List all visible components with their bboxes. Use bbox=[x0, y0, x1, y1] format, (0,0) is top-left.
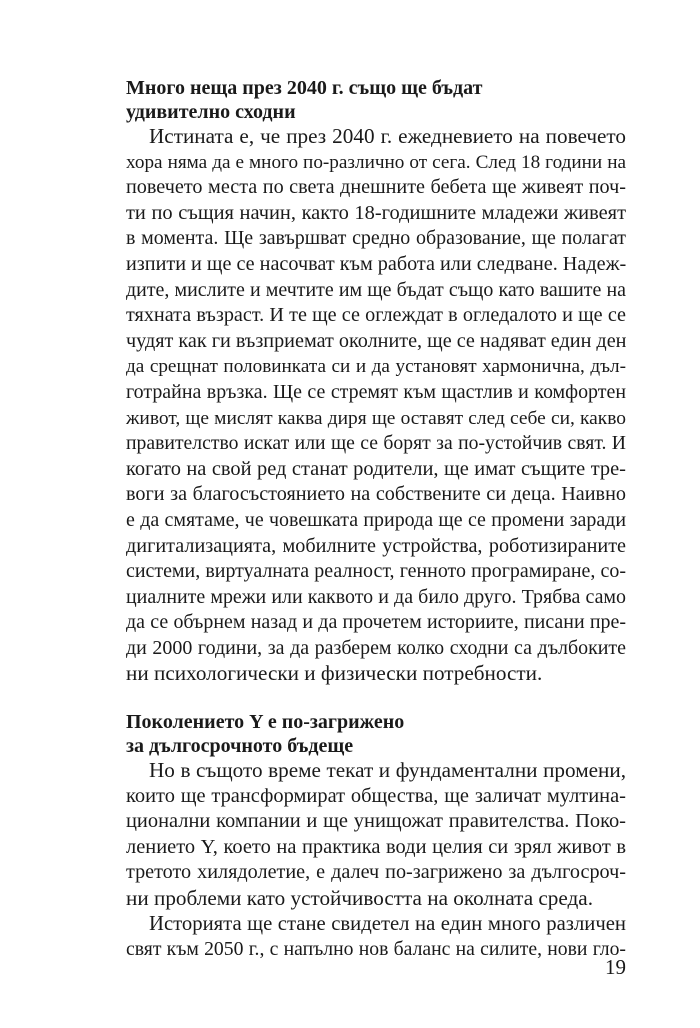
paragraph-line: когато на свой ред станат родители, ще имат същите тре- bbox=[126, 457, 626, 480]
heading-line: за дългосрочното бъдеще bbox=[126, 735, 354, 758]
paragraph-line: дигитализацията, мобилните устройства, роботизираните bbox=[126, 534, 626, 557]
paragraph-line: хора няма да е много по-различно от сега. След 18 години на bbox=[126, 151, 626, 173]
paragraph-line: Истината е, че през 2040 г. ежедневието на повечето bbox=[149, 124, 626, 148]
heading-line: Много неща през 2040 г. също ще бъдат bbox=[126, 77, 483, 99]
paragraph-line: изпити и ще се насочват към работа или следване. Надеж- bbox=[126, 252, 627, 275]
paragraph-line: свят към 2050 г., с напълно нов баланс на силите, нови гло- bbox=[126, 938, 626, 961]
section-spacer bbox=[126, 687, 626, 710]
paragraph-line: Но в същото време текат и фундаментални промени, bbox=[149, 758, 626, 783]
page-number: 19 bbox=[605, 955, 626, 979]
paragraph-line: циалните мрежи или каквото и да било друго. Трябва само bbox=[126, 585, 626, 608]
paragraph-line: готрайна връзка. Ще се стремят към щастлив и комфортен bbox=[126, 380, 626, 403]
paragraph-line: ти по същия начин, както 18-годишните младежи живеят bbox=[126, 201, 626, 224]
paragraph-line: чудят как ги възприемат околните, ще се надяват един ден bbox=[126, 329, 627, 352]
paragraph-line: ди 2000 години, за да разберем колко сходни са дълбоките bbox=[126, 636, 626, 659]
heading-line: Поколението Y е по-загрижено bbox=[126, 711, 405, 734]
paragraph-history-2050 bbox=[126, 912, 626, 963]
paragraph-line: системи, виртуалната реалност, генното програмиране, со- bbox=[126, 560, 626, 583]
paragraph-line: които ще трансформират общества, ще заличат мултина- bbox=[126, 784, 626, 807]
section-heading-generation-y bbox=[126, 710, 626, 758]
section-heading-2040 bbox=[126, 76, 626, 124]
paragraph-line: Историята ще стане свидетел на един много различен bbox=[149, 912, 626, 935]
paragraph-line: дите, мислите и мечтите им ще бъдат също като вашите на bbox=[126, 278, 626, 301]
paragraph-line: в момента. Ще завършват средно образование, ще полагат bbox=[126, 227, 626, 250]
paragraph-line: е да смятаме, че човешката природа ще се промени заради bbox=[126, 508, 626, 531]
paragraph-2040 bbox=[126, 124, 626, 687]
page-body bbox=[126, 76, 626, 963]
paragraph-line: правителство искат или ще се борят за по-устойчив свят. И bbox=[126, 432, 626, 455]
paragraph-line: ни проблеми като устойчивостта на околната среда. bbox=[126, 886, 593, 911]
paragraph-line: да се обърнем назад и да прочетем историите, писани пре- bbox=[126, 611, 626, 634]
paragraph-line: повечето места по света днешните бебета ще живеят поч- bbox=[126, 176, 626, 199]
paragraph-line: третото хилядолетие, е далеч по-загрижено за дългосроч- bbox=[126, 861, 626, 884]
paragraph-line: ни психологически и физически потребности. bbox=[126, 661, 543, 686]
paragraph-generation-y bbox=[126, 758, 626, 912]
paragraph-line: да срещнат половинката си и да установят хармонична, дъл- bbox=[126, 356, 626, 378]
paragraph-line: лението Y, което на практика води целия си зрял живот в bbox=[126, 835, 626, 858]
paragraph-line: воги за благосъстоянието на собствените си деца. Наивно bbox=[126, 483, 626, 506]
paragraph-line: тяхната възраст. И те ще се оглеждат в огледалото и ще се bbox=[126, 304, 626, 327]
heading-line: удивително сходни bbox=[126, 101, 296, 123]
paragraph-line: ционални компании и ще унищожат правителства. Поко- bbox=[126, 810, 626, 833]
paragraph-line: живот, ще мислят каква диря ще оставят след себе си, какво bbox=[126, 407, 626, 429]
